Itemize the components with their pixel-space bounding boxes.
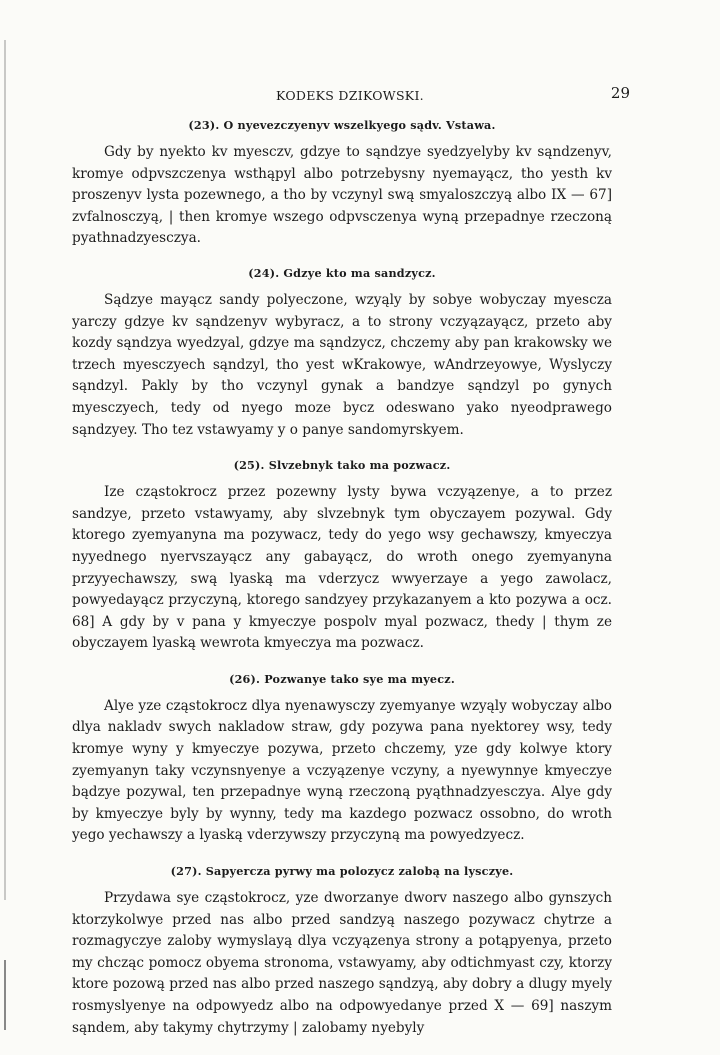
page-number: 29 xyxy=(610,84,630,102)
page-body xyxy=(72,118,612,1056)
section-25 xyxy=(72,458,612,655)
section-paragraph: Gdy by nyekto kv myesczv, gdzye to sąndzye syedzyelyby kv sąndzenyv, kromye odpvszczenya wsthąpyl albo potrzebysny nyemayącz, tho yesth kv proszenyv lysta pozewnego, a tho by vczynyl swą smyaloszczyą albo IX — 67] zvfalnosczyą, | then kromye wszego odpvsczenya wyną przepadnye rzeczoną pyathnadzyesczya. xyxy=(72,144,612,247)
section-paragraph: Przydawa sye cząstokrocz, yze dworzanye dworv naszego albo gynszych ktorzykolwye przed nas albo przed sandzyą naszego pozywacz chytrze a rozmagyczye zaloby wymyslayą dlya vczyązenya strony a potąpyenya, przeto my chcząc pomocz obyema stronoma, vstawyamy, aby odtichmyast czy, ktorzy ktore pozową przed nas albo przed naszego sąndzyą, aby dobry a dlugy myely rosmyslyenye na odpowyedz albo na odpowyedanye przed X — 69] naszym sąndem, aby takymy chytrzymy | zalobamy nyebyly xyxy=(72,890,612,1036)
page-edge-shadow xyxy=(4,40,6,900)
section-heading: (27). Sapyercza pyrwy ma polozycz zalobą na lysczye. xyxy=(170,864,514,879)
section-26 xyxy=(72,672,612,847)
section-paragraph: Ize cząstokrocz przez pozewny lysty bywa vczyązenye, a to przez sandzye, przeto vstawyamy, aby slvzebnyk tym obyczayem pozywal. Gdy ktorego zyemyanyna ma pozywacz, tedy do yego wsy gechawszy, kmyeczya nyyednego nyervszayącz any gabayącz, do wroth onego zyemyanyna przyyechawszy, swą lyaską ma vderzycz wwyerzaye a yego zawolacz, powyedayącz przyczyną, ktorego sandzyey przykazanyem a kto pozywa a ocz. 68] A gdy by v pana y kmyeczye pospolv myal pozwacz, thedy | thym ze obyczayem lyaską wewrota kmyeczya ma pozwacz. xyxy=(72,484,612,652)
section-27 xyxy=(72,864,612,1039)
section-paragraph: Sądzye mayącz sandy polyeczone, wzyąly by sobye wobyczay myescza yarczy gdzye kv sąndzenyv wybyracz, a to strony vczyązayącz, przeto aby kozdy sąndzya wyedzyal, gdzye ma sąndzycz, chczemy aby pan krakowsky we trzech myesczyech sąndzyl, tho yest wKrakowye, wAndrzeyowye, Wyslyczy sąndzyl. Pakly by tho vczynyl gynak a bandzye sąndzyl po gynych myesczyech, tedy od nyego moze bycz odeswano yako nyeodprawego sąndzyey. Tho tez vstawyamy y o panye sandomyrskyem. xyxy=(72,291,612,438)
page-edge-mark xyxy=(4,960,6,1030)
section-paragraph: Alye yze cząstokrocz dlya nyenawysczy zyemyanye wzyąly wobyczay albo dlya nakladv swych nakladow straw, gdy pozywa pana nyektorey wsy, tedy kromye wyny y kmyeczye pozywa, przeto chczemy, yze gdy kolwye ktory zyemyanyn taky vczynsnyenye a vczyązenye vczyny, a nyewynnye kmyeczye bądzye pozywal, ten przepadnye wyną rzeczoną pyąthnadzyesczya. Alye gdy by kmyeczye byly by wynny, tedy ma kazdego pozwacz ossobno, do wroth yego yechawszy a lyaską vderzywszy przyczyną ma powyedzyecz. xyxy=(72,697,612,844)
page-header xyxy=(70,84,630,108)
section-heading: (26). Pozwanye tako sye ma myecz. xyxy=(229,671,455,686)
section-heading: (24). Gdzye kto ma sandzycz. xyxy=(248,265,436,280)
section-heading: (23). O nyevezczyenyv wszelkyego sądv. Vstawa. xyxy=(188,118,496,132)
section-23 xyxy=(72,118,612,250)
running-title: KODEKS DZIKOWSKI. xyxy=(276,88,424,103)
section-heading: (25). Slvzebnyk tako ma pozwacz. xyxy=(233,458,451,473)
section-24 xyxy=(72,266,612,441)
